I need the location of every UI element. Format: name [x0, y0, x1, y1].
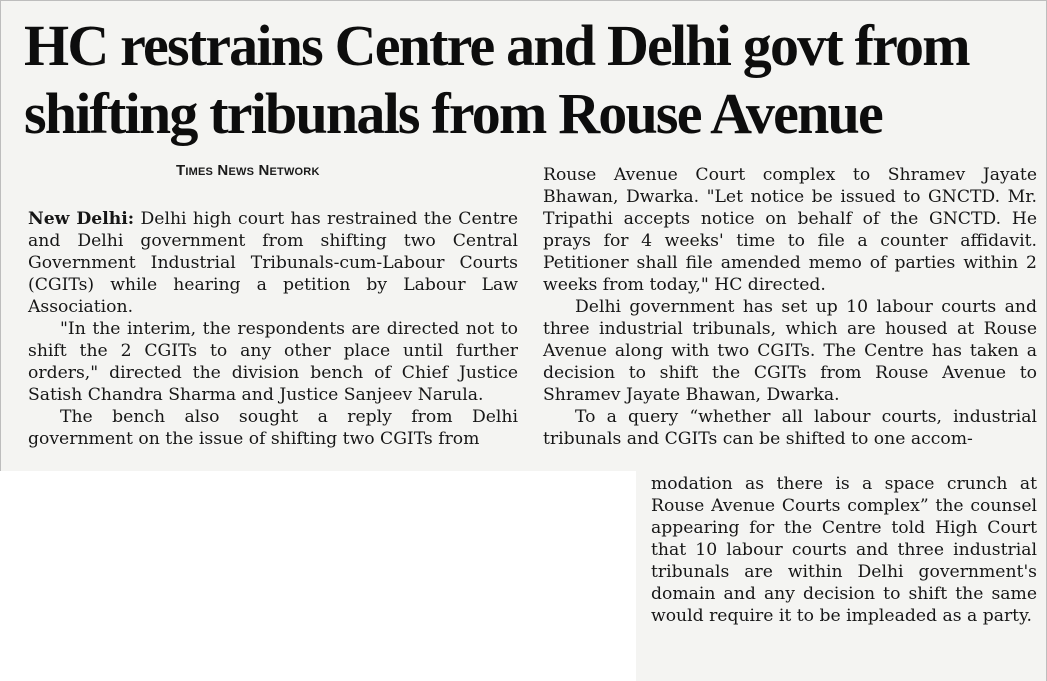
column-1: [28, 208, 518, 450]
paragraph: The bench also sought a reply from Delhi government on the issue of shifting two CGITs from: [28, 407, 518, 449]
headline-line-1: HC restrains Centre and Delhi govt from: [24, 13, 969, 78]
paragraph: To a query “whether all labour courts, industrial tribunals and CGITs can be shifted to one accom-: [543, 407, 1037, 449]
column-3: [651, 473, 1037, 627]
paragraph: modation as there is a space crunch at Rouse Avenue Courts complex” the counsel appearing for the Centre told High Court that 10 labour courts and three industrial tribunals are within Delhi government's domain and any decision to shift the same would require it to be impleaded as a party.: [651, 474, 1037, 626]
headline: [24, 12, 1034, 148]
paragraph: Delhi government has set up 10 labour courts and three industrial tribunals, which are housed at Rouse Avenue along with two CGITs. The Centre has taken a decision to shift the CGITs from Rouse Avenue to Shramev Jayate Bhawan, Dwarka.: [543, 297, 1037, 405]
byline: Times News Network: [176, 162, 320, 179]
paragraph: Rouse Avenue Court complex to Shramev Jayate Bhawan, Dwarka. "Let notice be issued to GNCTD. Mr. Tripathi accepts notice on behalf of the GNCTD. He prays for 4 weeks' time to file a counter affidavit. Petitioner shall file amended memo of parties within 2 weeks from today," HC directed.: [543, 165, 1037, 295]
paragraph: "In the interim, the respondents are directed not to shift the 2 CGITs to any other place until further orders," directed the division bench of Chief Justice Satish Chandra Sharma and Justice Sanjeev Narula.: [28, 319, 518, 405]
paragraph: [28, 208, 518, 318]
column-2: [543, 164, 1037, 450]
headline-line-2: shifting tribunals from Rouse Avenue: [24, 81, 882, 146]
dateline: New Delhi:: [28, 209, 135, 229]
paragraph-text: Delhi high court has restrained the Centre and Delhi government from shifting two Central Government Industrial Tribunals-cum-Labour Courts (CGITs) while hearing a petition by Labour Law Association.: [28, 209, 518, 317]
